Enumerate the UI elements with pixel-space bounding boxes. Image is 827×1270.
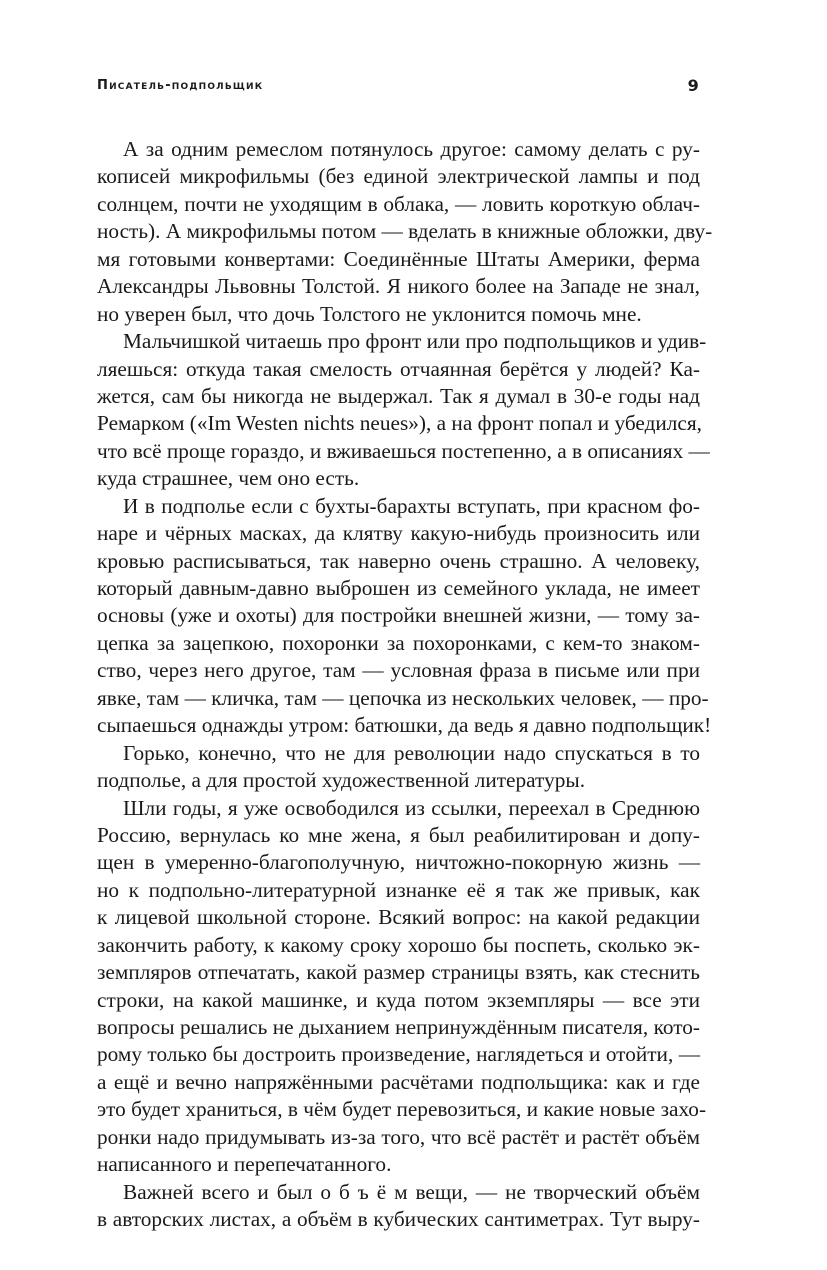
running-header [97, 74, 700, 96]
text-line: куда страшнее, чем оно есть. [97, 466, 360, 491]
text-line: А за одним ремеслом потянулось другое: самому делать с ру- [123, 137, 700, 161]
text-line: рому только бы достроить произведение, наглядеться и отойти, — [97, 1042, 700, 1067]
text-line: явке, там — кличка, там — цепочка из нескольких человек, — про- [97, 685, 709, 710]
text-line: строки, на какой машинке, и куда потом экземпляры — все эти [97, 987, 700, 1012]
text-line: Важней всего и был о б ъ ё м вещи, — не творческий объём [123, 1179, 700, 1204]
text-line: ство, через него другое, там — условная фраза в письме или при [97, 658, 700, 683]
text-line: Александры Львовны Толстой. Я никого более на Западе не знал, [97, 274, 700, 299]
text-line: подполье, а для простой художественной литературы. [97, 768, 586, 793]
text-line: сыпаешься однажды утром: батюшки, да ведь я давно подпольщик! [97, 713, 712, 738]
text-line: кописей микрофильмы (без единой электрической лампы и под [97, 164, 700, 189]
text-line: Ремарком («Im Westen nichts neues»), а на фронт попал и убедился, [97, 411, 703, 436]
text-line: ность). А микрофильмы потом — вделать в книжные обложки, дву- [97, 219, 713, 244]
text-line: это будет храниться, в чём будет перевозиться, и какие новые захо- [97, 1097, 707, 1122]
text-line: ронки надо придумывать из-за того, что всё растёт и растёт объём [97, 1124, 700, 1149]
text-line: Горько, конечно, что не для революции надо спускаться в то [123, 740, 700, 765]
text-line: цепка за зацепкою, похоронки за похоронками, с кем-то знаком- [97, 630, 700, 655]
page-number: 9 [687, 75, 700, 95]
text-line: написанного и перепечатанного. [97, 1152, 392, 1177]
paragraph [97, 1179, 700, 1234]
text-line: Шли годы, я уже освободился из ссылки, переехал в Среднюю [123, 795, 700, 820]
text-line: И в подполье если с бухты-барахты вступать, при красном фо- [123, 493, 700, 518]
text-line: что всё проще гораздо, и вживаешься постепенно, а в описаниях — [97, 438, 710, 463]
text-line: жется, сам бы никогда не выдержал. Так я думал в 30-е годы над [97, 383, 700, 408]
text-line: Мальчишкой читаешь про фронт или про подпольщиков и удив- [123, 329, 707, 354]
text-line: кровью расписываться, так наверно очень страшно. А человеку, [97, 548, 700, 573]
text-line: к лицевой школьной стороне. Всякий вопрос: на какой редакции [97, 905, 700, 930]
chapter-title: Писатель-подпольщик [97, 77, 264, 93]
text-line: ляешься: откуда такая смелость отчаянная берётся у людей? Ка- [97, 356, 700, 381]
page-body [97, 136, 713, 1234]
text-line: наре и чёрных масках, да клятву какую-нибудь произносить или [97, 521, 700, 546]
text-line: в авторских листах, а объём в кубических сантиметрах. Тут выру- [97, 1207, 700, 1232]
text-line: вопросы решались не дыханием непринуждённым писателя, кото- [97, 1015, 700, 1039]
text-line: щен в умеренно-благополучную, ничтожно-покорную жизнь — [97, 850, 700, 875]
paragraph [97, 328, 710, 493]
text-line: солнцем, почти не уходящим в облака, — ловить короткую облач- [97, 191, 700, 216]
text-line: который давным-давно выброшен из семейного уклада, не имеет [97, 576, 700, 600]
text-line: закончить работу, к какому сроку хорошо бы поспеть, сколько эк- [97, 932, 700, 957]
paragraph [97, 740, 700, 795]
text-line: а ещё и вечно напряжёнными расчётами подпольщика: как и где [97, 1069, 700, 1094]
paragraph [97, 493, 712, 740]
text-line: но к подпольно-литературной изнанке её я так же привык, как [97, 877, 700, 902]
text-line: Россию, вернулась ко мне жена, я был реабилитирован и допу- [97, 822, 700, 847]
text-line: основы (уже и охоты) для постройки внешней жизни, — тому за- [97, 603, 700, 628]
paragraph [97, 795, 707, 1179]
text-line: земпляров отпечатать, какой размер страницы взять, как стеснить [97, 960, 700, 985]
text-line: но уверен был, что дочь Толстого не уклонится помочь мне. [97, 301, 642, 326]
text-line: мя готовыми конвертами: Соединённые Штаты Америки, ферма [97, 246, 700, 271]
paragraph [97, 136, 713, 328]
